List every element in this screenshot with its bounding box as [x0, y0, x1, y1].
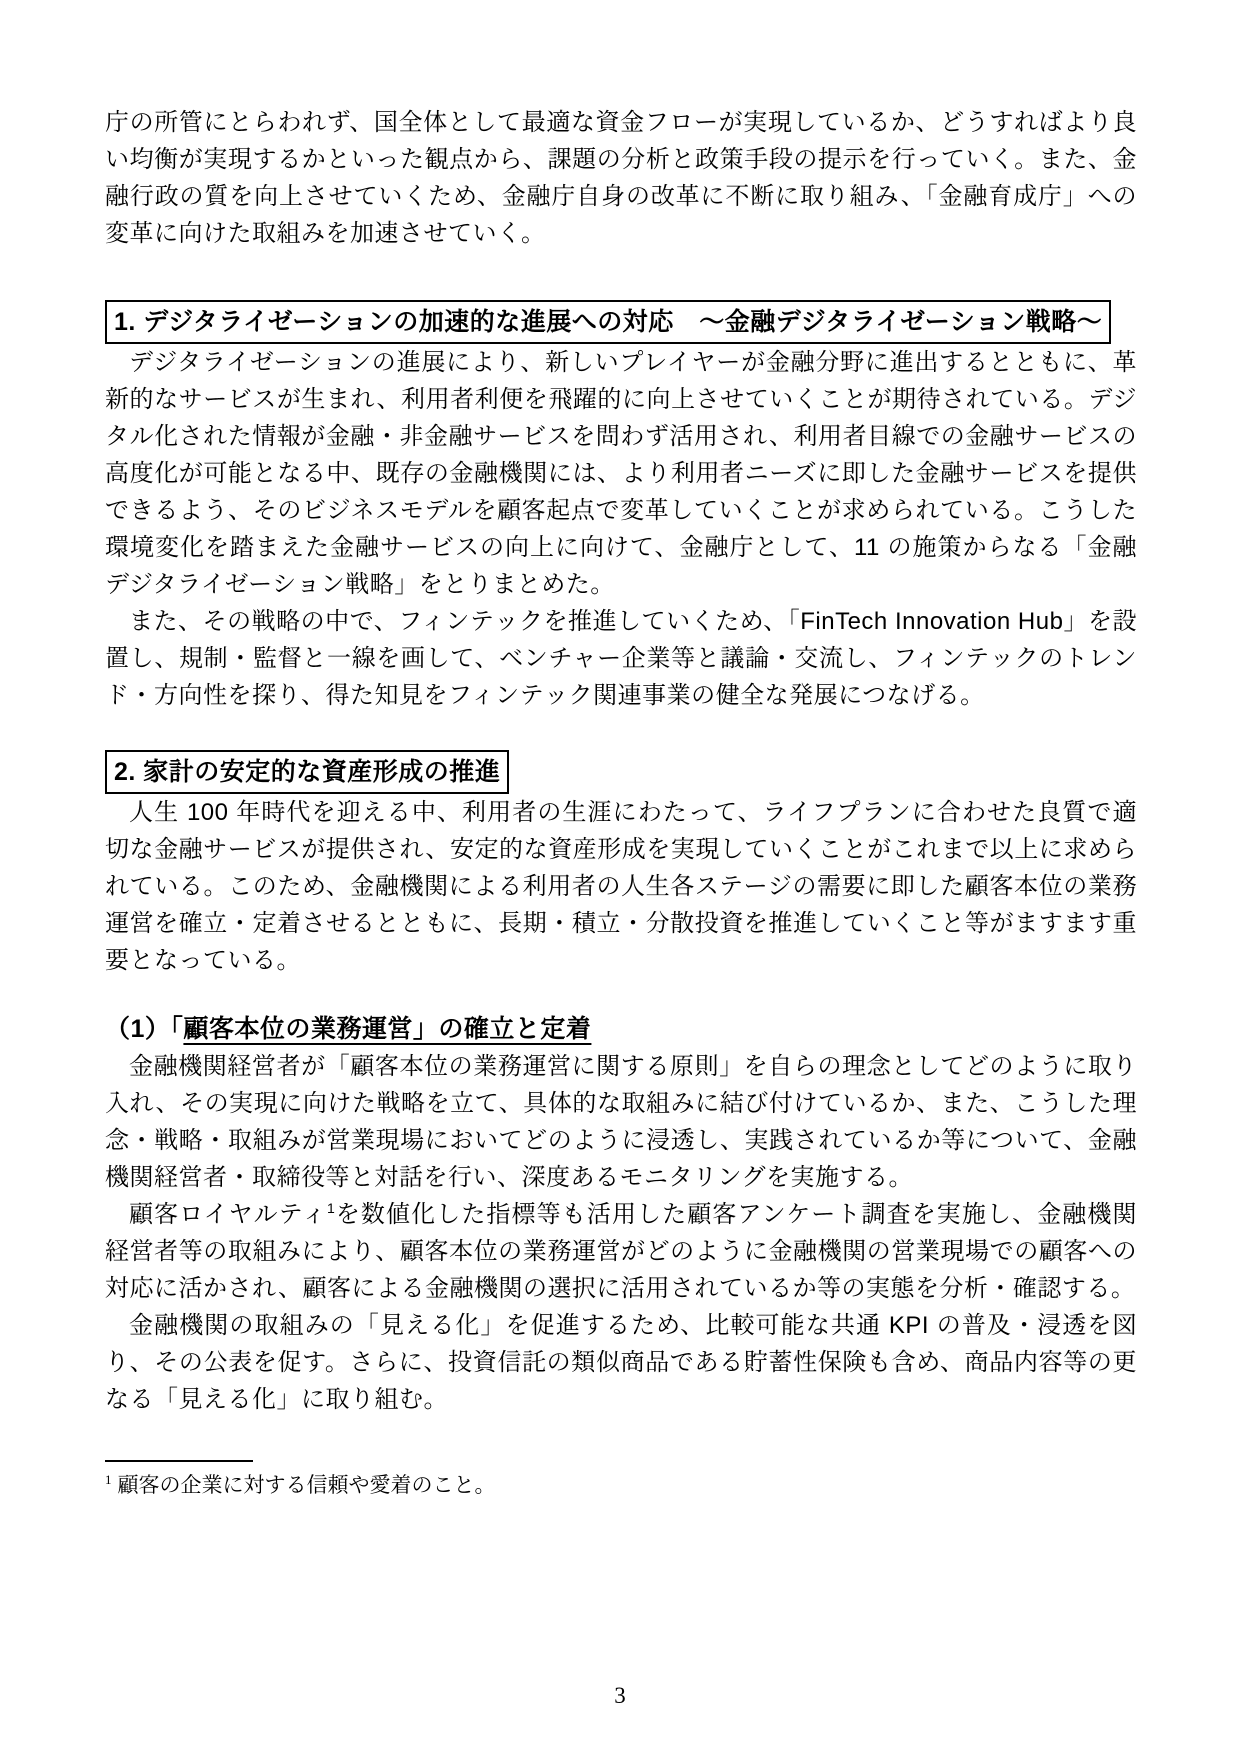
footnote-text: 顧客の企業に対する信頼や愛着のこと。	[117, 1473, 496, 1497]
section2-paragraph-1: 人生 100 年時代を迎える中、利用者の生涯にわたって、ライフプランに合わせた良質で適切な金融サービスが提供され、安定的な資産形成を実現していくことがこれまで以上に求められている。このため、金融機関による利用者の人生各ステージの需要に即した顧客本位の業務運営を確立・定着させるとともに、長期・積立・分散投資を推進していくこと等がますます重要となっている。	[105, 799, 1137, 974]
paragraph2-text-after-footnote-ref: を数値化した指標等も活用した顧客アンケート調査を実施し、金融機関経営者等の取組みにより、顧客本位の業務運営がどのように金融機関の営業現場での顧客への対応に活かされ、顧客による金融機関の選択に活用されているか等の実態を分析・確認する。	[105, 1201, 1138, 1302]
subsection1-paragraph-2	[105, 1196, 1137, 1307]
subsection1-paragraph-1: 金融機関経営者が「顧客本位の業務運営に関する原則」を自らの理念としてどのように取り入れ、その実現に向けた戦略を立て、具体的な取組みに結び付けているか、また、こうした理念・戦略・取組みが営業現場においてどのように浸透し、実践されているか等について、金融機関経営者・取締役等と対話を行い、深度あるモニタリングを実施する。	[105, 1053, 1137, 1191]
section1-heading-wrap	[105, 300, 1137, 344]
subsection1-paragraph-3: 金融機関の取組みの「見える化」を促進するため、比較可能な共通 KPI の普及・浸透を図り、その公表を促す。さらに、投資信託の類似商品である貯蓄性保険も含め、商品内容等の更なる「見える化」に取り組む。	[105, 1312, 1137, 1413]
page-number: 3	[614, 1683, 626, 1708]
subsection1-heading	[105, 1011, 1137, 1048]
intro-paragraph: 庁の所管にとらわれず、国全体として最適な資金フローが実現しているか、どうすればより良い均衡が実現するかといった観点から、課題の分析と政策手段の提示を行っていく。また、金融行政の質を向上させていくため、金融庁自身の改革に不断に取り組み、「金融育成庁」への変革に向けた取組みを加速させていく。	[105, 109, 1137, 247]
section2-heading: 2. 家計の安定的な資産形成の推進	[105, 750, 509, 794]
footnote-separator-rule	[105, 1460, 253, 1462]
section2-heading-wrap	[105, 750, 1137, 794]
footnote-reference-marker: 1	[326, 1200, 336, 1216]
section1-paragraph-2: また、その戦略の中で、フィンテックを推進していくため、「FinTech Innovation Hub」を設置し、規制・監督と一線を画して、ベンチャー企業等と議論・交流し、フィンテックのトレンド・方向性を探り、得た知見をフィンテック関連事業の健全な発展につなげる。	[105, 608, 1137, 709]
subsection1-heading-underlined: 顧客本位の業務運営」の確立と定着	[183, 1015, 592, 1043]
section1-heading: 1. デジタライゼーションの加速的な進展への対応 ～金融デジタライゼーション戦略～	[105, 300, 1111, 344]
section1-paragraph-1: デジタライゼーションの進展により、新しいプレイヤーが金融分野に進出するとともに、革新的なサービスが生まれ、利用者利便を飛躍的に向上させていくことが期待されている。デジタル化された情報が金融・非金融サービスを問わず活用され、利用者目線での金融サービスの高度化が可能となる中、既存の金融機関には、より利用者ニーズに即した金融サービスを提供できるよう、そのビジネスモデルを顧客起点で変革していくことが求められている。こうした環境変化を踏まえた金融サービスの向上に向けて、金融庁として、11 の施策からなる「金融デジタライゼーション戦略」をとりまとめた。	[105, 349, 1137, 598]
footnote	[105, 1470, 1137, 1500]
paragraph2-text-before-footnote-ref: 顧客ロイヤルティ	[129, 1201, 327, 1228]
footnote-marker: 1	[105, 1472, 112, 1487]
subsection1-heading-label: （1）「	[105, 1015, 184, 1043]
